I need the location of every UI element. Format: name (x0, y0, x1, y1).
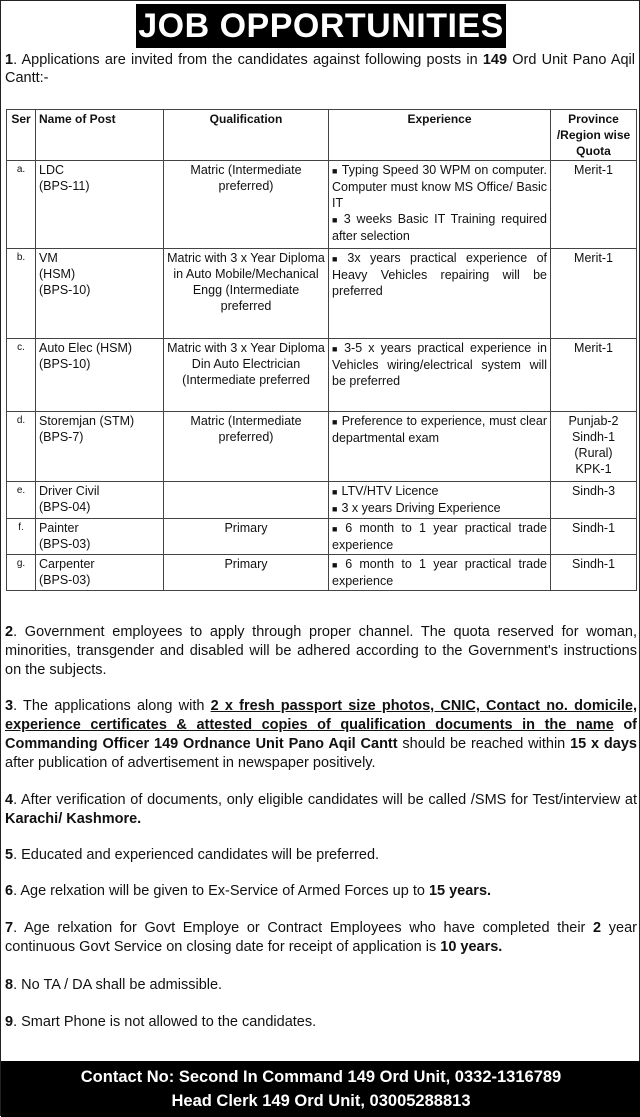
cell-quota (551, 249, 637, 339)
post-name-line: (BPS-10) (39, 357, 91, 371)
cell-quota (551, 161, 637, 249)
paragraph-2: 2. Government employees to apply through proper channel. The quota reserved for woman, minorities, transgender and disabled will be adhered according to the Government's instructions on the subjects. (5, 624, 637, 678)
cell-qualification: Primary (164, 519, 329, 555)
post-name-line: Carpenter (39, 557, 95, 571)
bullet-icon: ■ (332, 344, 341, 354)
experience-text: Preference to experience, must clear departmental exam (332, 414, 547, 445)
cell-ser: g. (7, 555, 36, 591)
table-row (7, 519, 637, 555)
cell-post-name (36, 519, 164, 555)
cell-post-name (36, 249, 164, 339)
quota-line: Merit-1 (574, 251, 613, 265)
cell-qualification: Matric with 3 x Year Diploma Din Auto Electrician (Intermediate preferred (164, 339, 329, 412)
post-name-line: (BPS-03) (39, 573, 91, 587)
experience-text: 6 month to 1 year practical trade experience (332, 557, 548, 588)
experience-item (332, 413, 547, 446)
cell-ser: c. (7, 339, 36, 412)
paragraph-4: 4. After verification of documents, only eligible candidates will be called /SMS for Test/interview at Karachi/ Kashmore. (5, 792, 637, 827)
paragraph-3: 3. The applications along with 2 x fresh passport size photos, CNIC, Contact no. domicile, experience certificates & attested copies of qualification documents in the name of Commanding Officer 149 Ordnance Unit Pano Aqil Cantt should be reached within 15 x days after publication of advertisement in newspaper positively. (5, 698, 638, 771)
paragraph-7: 7. Age relxation for Govt Employe or Contract Employees who have completed their 2 year continuous Govt Service on closing date for receipt of application is 10 years. (5, 920, 637, 955)
table-row (7, 161, 637, 249)
bullet-icon: ■ (332, 254, 344, 264)
experience-text: LTV/HTV Licence (341, 484, 439, 498)
experience-text: 3x years practical experience of Heavy Vehicles repairing will be preferred (332, 251, 548, 298)
cell-qualification: Primary (164, 555, 329, 591)
page-title: JOB OPPORTUNITIES (136, 4, 506, 48)
cell-qualification: Matric with 3 x Year Diploma in Auto Mobile/Mechanical Engg (Intermediate preferred (164, 249, 329, 339)
table-row (7, 339, 637, 412)
experience-item (332, 520, 547, 553)
bullet-icon: ■ (332, 524, 342, 534)
cell-quota (551, 555, 637, 591)
quota-line: (Rural) (574, 446, 613, 460)
cell-post-name (36, 161, 164, 249)
cell-post-name (36, 412, 164, 482)
cell-post-name (36, 339, 164, 412)
cell-experience (329, 249, 551, 339)
cell-experience (329, 519, 551, 555)
cell-ser: b. (7, 249, 36, 339)
post-name-line: (BPS-04) (39, 500, 91, 514)
cell-ser: e. (7, 482, 36, 519)
experience-item (332, 483, 547, 500)
paragraph-6: 6. Age relxation will be given to Ex-Service of Armed Forces up to 15 years. (5, 883, 492, 899)
experience-item (332, 211, 547, 244)
paragraph-8: 8. No TA / DA shall be admissible. (5, 977, 223, 993)
header-experience: Experience (329, 110, 551, 161)
cell-ser: d. (7, 412, 36, 482)
quota-line: Sindh-3 (571, 484, 616, 498)
quota-line: Merit-1 (574, 341, 613, 355)
header-quota: Province /Region wise Quota (551, 110, 637, 161)
cell-experience (329, 339, 551, 412)
cell-ser: f. (7, 519, 36, 555)
paragraph-9: 9. Smart Phone is not allowed to the candidates. (5, 1014, 317, 1030)
paragraph-5: 5. Educated and experienced candidates will be preferred. (5, 847, 380, 863)
posts-table-body (7, 161, 637, 591)
table-row (7, 482, 637, 519)
header-ser: Ser (7, 110, 36, 161)
experience-item (332, 250, 547, 299)
header-post: Name of Post (36, 110, 164, 161)
quota-line: Sindh-1 (571, 557, 616, 571)
contact-line-1: Contact No: Second In Command 149 Ord Unit, 0332-1316789 (80, 1068, 562, 1086)
bullet-icon: ■ (332, 504, 338, 514)
bullet-icon: ■ (332, 215, 340, 225)
post-name-line: Auto Elec (HSM) (39, 341, 133, 355)
bullet-icon: ■ (332, 417, 338, 427)
cell-experience (329, 161, 551, 249)
cell-ser: a. (7, 161, 36, 249)
experience-item (332, 556, 547, 589)
cell-quota (551, 482, 637, 519)
experience-item (332, 500, 547, 517)
post-name-line: (BPS-03) (39, 537, 91, 551)
cell-post-name (36, 482, 164, 519)
quota-line: Sindh-1 (571, 521, 616, 535)
experience-item (332, 340, 547, 389)
post-name-line: (BPS-11) (39, 179, 90, 193)
post-name-line: Storemjan (STM) (39, 414, 135, 428)
quota-line: Merit-1 (574, 163, 613, 177)
post-name-line: (BPS-7) (39, 430, 84, 444)
para-number: 1 (5, 52, 14, 68)
post-name-line: Painter (39, 521, 79, 535)
cell-qualification (164, 482, 329, 519)
cell-qualification: Matric (Intermediate preferred) (164, 412, 329, 482)
bullet-icon: ■ (332, 560, 342, 570)
post-name-line: LDC (39, 163, 65, 177)
cell-experience (329, 482, 551, 519)
experience-text: Typing Speed 30 WPM on computer. Computer must know MS Office/ Basic IT (332, 163, 547, 210)
contact-bar (1, 1061, 640, 1117)
quota-line: Sindh-1 (571, 430, 616, 444)
table-row (7, 555, 637, 591)
experience-item (332, 162, 547, 211)
quota-line: KPK-1 (575, 462, 612, 476)
cell-experience (329, 555, 551, 591)
experience-text: 3 weeks Basic IT Training required after selection (332, 212, 548, 243)
cell-qualification: Matric (Intermediate preferred) (164, 161, 329, 249)
cell-quota (551, 519, 637, 555)
post-name-line: Driver Civil (39, 484, 100, 498)
cell-experience (329, 412, 551, 482)
contact-line-2: Head Clerk 149 Ord Unit, 03005288813 (171, 1092, 471, 1110)
post-name-line: (HSM) (39, 267, 76, 281)
experience-text: 6 month to 1 year practical trade experience (332, 521, 548, 552)
table-row (7, 249, 637, 339)
post-name-line: (BPS-10) (39, 283, 91, 297)
posts-table (6, 109, 637, 591)
table-header-row (7, 110, 637, 161)
cell-post-name (36, 555, 164, 591)
experience-text: 3-5 x years practical experience in Vehicles wiring/electrical system will be preferred (332, 341, 547, 388)
quota-line: Punjab-2 (568, 414, 619, 428)
header-qualification: Qualification (164, 110, 329, 161)
table-row (7, 412, 637, 482)
experience-text: 3 x years Driving Experience (341, 501, 501, 515)
cell-quota (551, 339, 637, 412)
bullet-icon: ■ (332, 166, 338, 176)
post-name-line: VM (39, 251, 58, 265)
bullet-icon: ■ (332, 487, 338, 497)
intro-paragraph: 1. Applications are invited from the candidates against following posts in 149 Ord Unit Pano Aqil Cantt:- (5, 52, 635, 86)
cell-quota (551, 412, 637, 482)
